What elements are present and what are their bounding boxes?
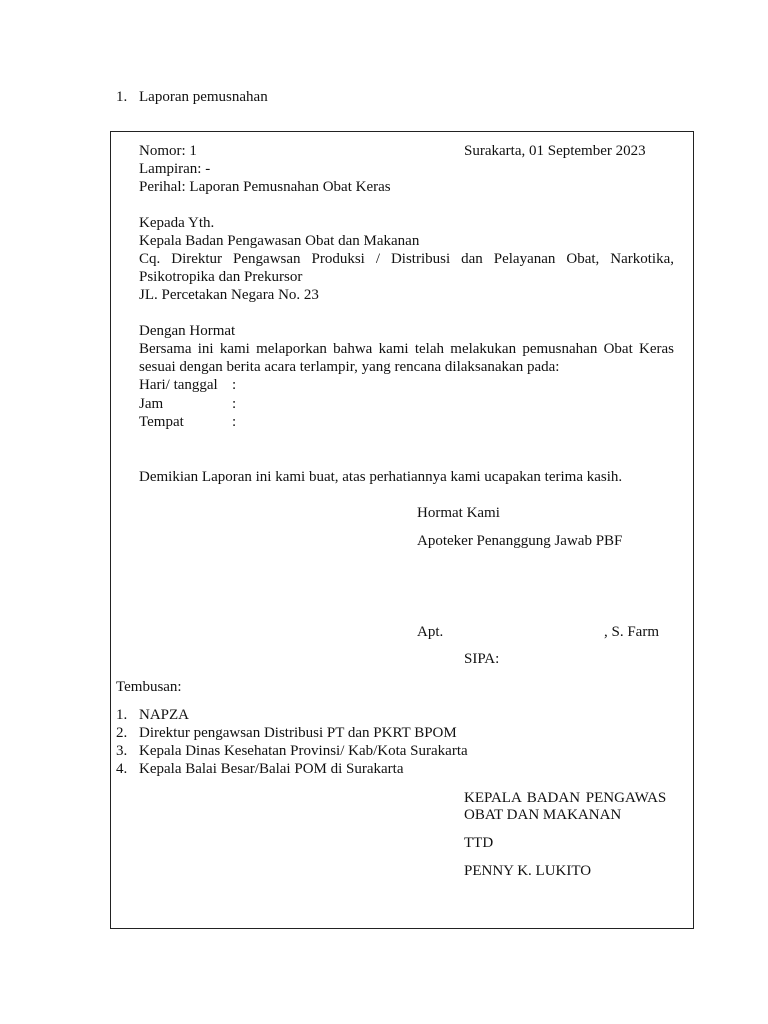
recipient-address: JL. Percetakan Negara No. 23 xyxy=(139,287,319,303)
closing-sentence: Demikian Laporan ini kami buat, atas perhatiannya kami ucapakan terima kasih. xyxy=(139,469,623,485)
authority-line-1: KEPALA BADAN PENGAWAS xyxy=(464,790,667,806)
field-colon-place: : xyxy=(232,414,237,430)
section-title: Laporan pemusnahan xyxy=(139,89,268,105)
attachment-line: Lampiran: - xyxy=(139,161,211,177)
sipa-label: SIPA: xyxy=(464,651,500,667)
cc-number-2: 2. xyxy=(116,725,128,741)
authority-name: PENNY K. LUKITO xyxy=(464,863,592,879)
apt-prefix: Apt. xyxy=(417,624,444,640)
signer-role: Apoteker Penanggung Jawab PBF xyxy=(417,533,623,549)
cc-number-4: 4. xyxy=(116,761,128,777)
greeting: Dengan Hormat xyxy=(139,323,236,339)
recipient-line-2: Cq. Direktur Pengawsan Produksi / Distribusi dan Pelayanan Obat, Narkotika, xyxy=(139,251,674,267)
subject-line: Perihal: Laporan Pemusnahan Obat Keras xyxy=(139,179,391,195)
cc-label: Tembusan: xyxy=(116,679,182,695)
cc-item-2: Direktur pengawsan Distribusi PT dan PKRT BPOM xyxy=(139,725,457,741)
recipient-line-3: Psikotropika dan Prekursor xyxy=(139,269,303,285)
field-label-date: Hari/ tanggal xyxy=(139,377,218,393)
field-label-place: Tempat xyxy=(139,414,184,430)
cc-number-3: 3. xyxy=(116,743,128,759)
field-label-time: Jam xyxy=(139,396,164,412)
recipient-line-1: Kepala Badan Pengawasan Obat dan Makanan xyxy=(139,233,420,249)
signed-mark: TTD xyxy=(464,835,494,851)
field-colon-date: : xyxy=(232,377,237,393)
section-number: 1. xyxy=(116,89,128,105)
cc-item-3: Kepala Dinas Kesehatan Provinsi/ Kab/Kota Surakarta xyxy=(139,743,468,759)
cc-item-4: Kepala Balai Besar/Balai POM di Surakarta xyxy=(139,761,404,777)
apt-suffix: , S. Farm xyxy=(604,624,660,640)
to-label: Kepada Yth. xyxy=(139,215,215,231)
cc-number-1: 1. xyxy=(116,707,128,723)
letter-number: Nomor: 1 xyxy=(139,143,197,159)
place-date: Surakarta, 01 September 2023 xyxy=(464,143,646,159)
body-line-1: Bersama ini kami melaporkan bahwa kami telah melakukan pemusnahan Obat Keras xyxy=(139,341,674,357)
authority-line-2: OBAT DAN MAKANAN xyxy=(464,807,622,823)
field-colon-time: : xyxy=(232,396,237,412)
signoff: Hormat Kami xyxy=(417,505,500,521)
cc-item-1: NAPZA xyxy=(139,707,190,723)
body-line-2: sesuai dengan berita acara terlampir, yang rencana dilaksanakan pada: xyxy=(139,359,560,375)
